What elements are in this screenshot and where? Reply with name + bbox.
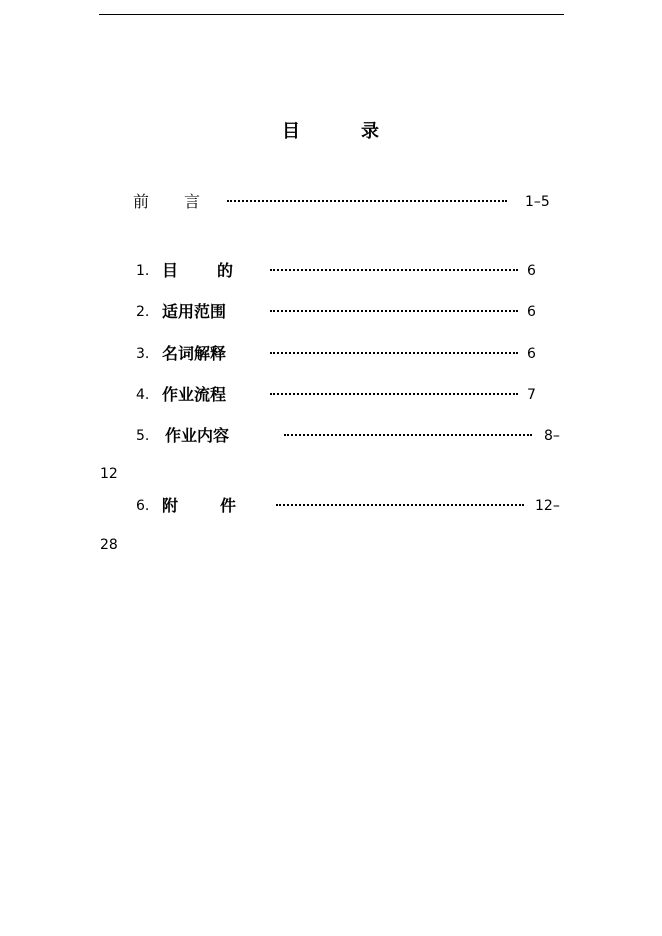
entry-3-title: 名词解释: [162, 344, 227, 363]
entry-5-page: 8–: [544, 428, 560, 444]
entry-3-page: 6: [527, 346, 536, 362]
preface-char-2: 言: [184, 192, 201, 211]
entry-3-number: 3.: [136, 346, 150, 362]
entry-6-number: 6.: [136, 498, 150, 514]
entry-5-page-cont: 12: [100, 466, 118, 482]
entry-4-leader: [270, 393, 518, 395]
toc-title-char-1: 目: [282, 121, 300, 142]
preface-char-1: 前: [133, 192, 150, 211]
entry-1-page: 6: [527, 263, 536, 279]
entry-6-title-b: 件: [220, 496, 237, 515]
entry-5-leader: [284, 434, 532, 436]
entry-4-page: 7: [527, 387, 536, 403]
entry-6-page: 12–: [535, 498, 560, 514]
entry-5-number: 5.: [136, 428, 150, 444]
entry-1-number: 1.: [136, 263, 150, 279]
entry-6-page-cont: 28: [100, 537, 118, 553]
entry-4-number: 4.: [136, 387, 150, 403]
entry-2-leader: [270, 310, 518, 312]
entry-1-title-a: 目: [162, 261, 179, 280]
preface-leader: [227, 200, 507, 202]
entry-6-title-a: 附: [162, 496, 179, 515]
preface-page: 1–5: [525, 194, 550, 210]
toc-title-char-2: 录: [361, 121, 379, 142]
entry-3-leader: [270, 352, 518, 354]
entry-2-title: 适用范围: [162, 302, 227, 321]
entry-5-title: 作业内容: [165, 426, 230, 445]
entry-6-leader: [276, 504, 524, 506]
entry-2-page: 6: [527, 304, 536, 320]
entry-4-title: 作业流程: [162, 385, 227, 404]
entry-2-number: 2.: [136, 304, 150, 320]
entry-1-title-b: 的: [217, 261, 234, 280]
header-rule: [99, 14, 564, 15]
entry-1-leader: [270, 269, 518, 271]
